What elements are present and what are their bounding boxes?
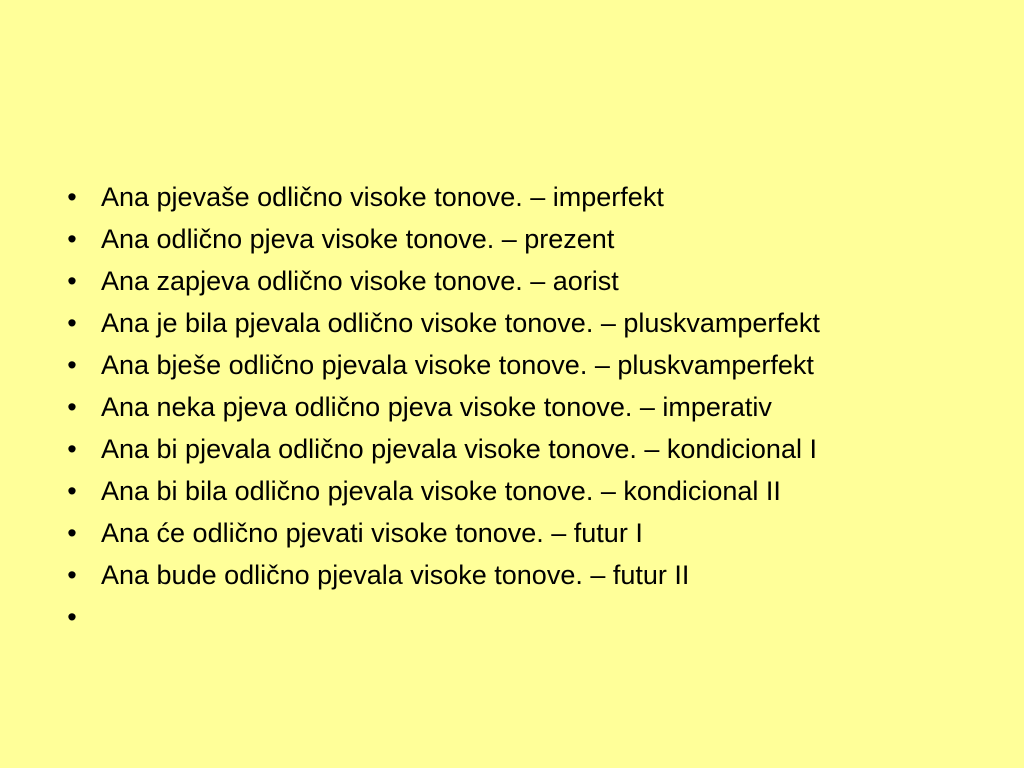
list-item [0, 348, 1024, 382]
list-item [0, 306, 1024, 340]
list-item [0, 558, 1024, 592]
list-item-text: Ana bude odlično pjevala visoke tonove. – futur II [101, 560, 690, 590]
list-item [0, 264, 1024, 298]
list-item-text: Ana neka pjeva odlično pjeva visoke tonove. – imperativ [101, 392, 772, 422]
bullet-icon: • [67, 518, 77, 548]
bullet-icon: • [67, 224, 77, 254]
list-item-text: Ana pjevaše odlično visoke tonove. – imperfekt [101, 182, 664, 212]
bullet-icon: • [67, 392, 77, 422]
bullet-icon: • [67, 308, 77, 338]
list-item [0, 432, 1024, 466]
list-item [0, 222, 1024, 256]
list-item-text: Ana odlično pjeva visoke tonove. – prezent [101, 224, 615, 254]
list-item-text: Ana bi pjevala odlično pjevala visoke tonove. – kondicional I [101, 434, 817, 464]
bullet-icon: • [67, 182, 77, 212]
bullet-icon: • [67, 560, 77, 590]
bullet-icon: • [67, 476, 77, 506]
list-item-text: Ana bješe odlično pjevala visoke tonove. – pluskvamperfekt [101, 350, 814, 380]
list-item [0, 180, 1024, 214]
bullet-icon: • [67, 350, 77, 380]
list-item-text: Ana zapjeva odlično visoke tonove. – aorist [101, 266, 619, 296]
list-item [0, 390, 1024, 424]
bullet-icon: • [67, 602, 77, 632]
bullet-list [0, 180, 1024, 632]
list-item [0, 516, 1024, 550]
bullet-icon: • [67, 266, 77, 296]
bullet-icon: • [67, 434, 77, 464]
list-item [0, 474, 1024, 508]
list-item-text: Ana je bila pjevala odlično visoke tonove. – pluskvamperfekt [101, 308, 820, 338]
list-item-text: Ana bi bila odlično pjevala visoke tonove. – kondicional II [101, 476, 781, 506]
list-item-text: Ana će odlično pjevati visoke tonove. – futur I [101, 518, 643, 548]
